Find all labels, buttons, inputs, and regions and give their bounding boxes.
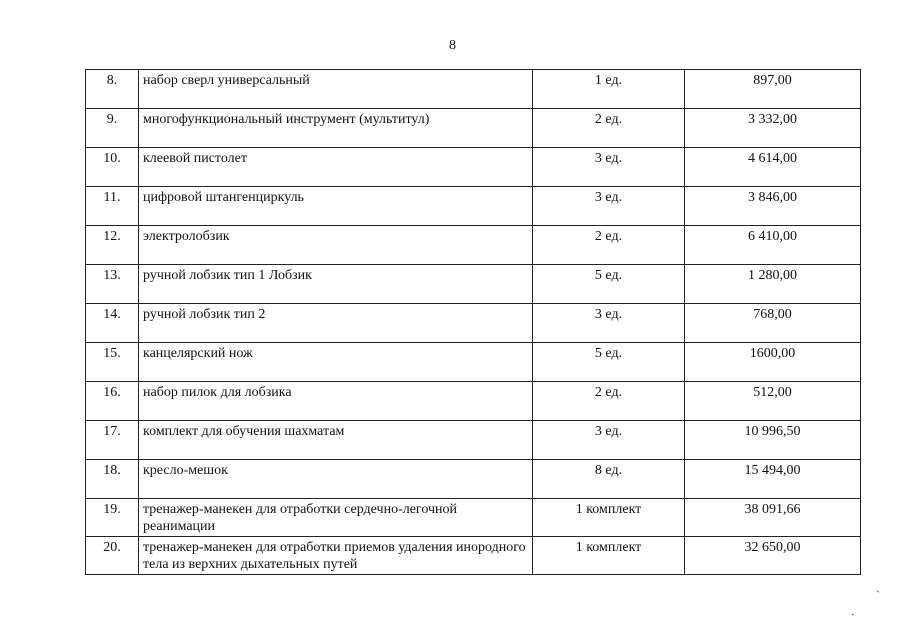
item-name: тренажер-манекен для отработки приемов удаления инородного тела из верхних дыхательных путей xyxy=(139,537,533,575)
scan-speck: ˋ xyxy=(876,588,880,602)
table-row xyxy=(86,187,861,226)
table-row xyxy=(86,499,861,537)
item-name: цифровой штангенциркуль xyxy=(139,187,533,226)
item-price: 1 280,00 xyxy=(685,265,861,304)
item-name: набор сверл универсальный xyxy=(139,70,533,109)
row-number: 10. xyxy=(86,148,139,187)
row-number: 8. xyxy=(86,70,139,109)
scan-speck: ˋ xyxy=(851,611,855,625)
table-row xyxy=(86,265,861,304)
item-quantity: 3 ед. xyxy=(533,421,685,460)
row-number: 17. xyxy=(86,421,139,460)
table-row xyxy=(86,460,861,499)
item-quantity: 1 ед. xyxy=(533,70,685,109)
item-price: 768,00 xyxy=(685,304,861,343)
item-quantity: 8 ед. xyxy=(533,460,685,499)
items-table xyxy=(85,69,861,575)
item-quantity: 3 ед. xyxy=(533,304,685,343)
item-quantity: 1 комплект xyxy=(533,499,685,537)
item-name: кресло-мешок xyxy=(139,460,533,499)
item-name: ручной лобзик тип 1 Лобзик xyxy=(139,265,533,304)
item-name: ручной лобзик тип 2 xyxy=(139,304,533,343)
item-name: комплект для обучения шахматам xyxy=(139,421,533,460)
table-row xyxy=(86,343,861,382)
item-quantity: 5 ед. xyxy=(533,265,685,304)
item-price: 6 410,00 xyxy=(685,226,861,265)
item-price: 15 494,00 xyxy=(685,460,861,499)
item-quantity: 2 ед. xyxy=(533,382,685,421)
item-name: тренажер-манекен для отработки сердечно-легочной реанимации xyxy=(139,499,533,537)
row-number: 16. xyxy=(86,382,139,421)
row-number: 18. xyxy=(86,460,139,499)
item-name: канцелярский нож xyxy=(139,343,533,382)
table-row xyxy=(86,382,861,421)
item-price: 3 332,00 xyxy=(685,109,861,148)
item-price: 38 091,66 xyxy=(685,499,861,537)
item-price: 10 996,50 xyxy=(685,421,861,460)
table-row xyxy=(86,304,861,343)
row-number: 13. xyxy=(86,265,139,304)
page-number: 8 xyxy=(449,38,456,53)
table-row xyxy=(86,109,861,148)
row-number: 9. xyxy=(86,109,139,148)
item-name: электролобзик xyxy=(139,226,533,265)
item-name: многофункциональный инструмент (мультитул) xyxy=(139,109,533,148)
item-price: 32 650,00 xyxy=(685,537,861,575)
item-name: клеевой пистолет xyxy=(139,148,533,187)
row-number: 14. xyxy=(86,304,139,343)
table-row xyxy=(86,537,861,575)
item-price: 897,00 xyxy=(685,70,861,109)
item-price: 512,00 xyxy=(685,382,861,421)
item-name: набор пилок для лобзика xyxy=(139,382,533,421)
item-quantity: 2 ед. xyxy=(533,226,685,265)
item-quantity: 5 ед. xyxy=(533,343,685,382)
item-price: 1600,00 xyxy=(685,343,861,382)
table-row xyxy=(86,70,861,109)
item-quantity: 3 ед. xyxy=(533,187,685,226)
table-row xyxy=(86,226,861,265)
row-number: 19. xyxy=(86,499,139,537)
table-row xyxy=(86,421,861,460)
table-row xyxy=(86,148,861,187)
item-price: 3 846,00 xyxy=(685,187,861,226)
row-number: 12. xyxy=(86,226,139,265)
item-quantity: 1 комплект xyxy=(533,537,685,575)
item-quantity: 2 ед. xyxy=(533,109,685,148)
row-number: 20. xyxy=(86,537,139,575)
item-quantity: 3 ед. xyxy=(533,148,685,187)
row-number: 11. xyxy=(86,187,139,226)
row-number: 15. xyxy=(86,343,139,382)
item-price: 4 614,00 xyxy=(685,148,861,187)
